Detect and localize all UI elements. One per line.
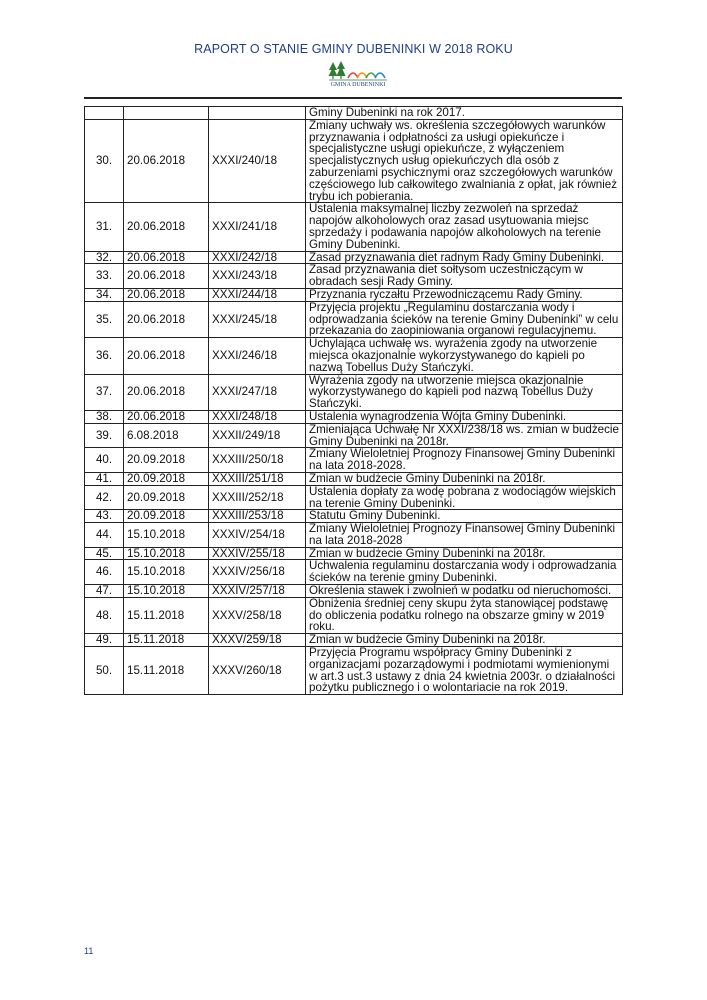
table-row <box>85 472 623 485</box>
cell-date: 15.10.2018 <box>124 560 209 585</box>
cell-desc: Ustalenia dopłaty za wodę pobrana z wodociągów wiejskich na terenie Gminy Dubeninki. <box>306 485 623 510</box>
cell-date: 20.06.2018 <box>124 374 209 410</box>
cell-desc: Zmian w budżecie Gminy Dubeninki na 2018r. <box>306 547 623 560</box>
logo-graphic-icon <box>327 60 389 84</box>
resolutions-table <box>84 106 623 695</box>
cell-date: 15.10.2018 <box>124 585 209 598</box>
cell-no: 34. <box>85 288 124 301</box>
table-row <box>85 448 623 473</box>
cell-no: 36. <box>85 338 124 374</box>
table-row <box>85 523 623 548</box>
cell-desc: Zmian w budżecie Gminy Dubeninki na 2018r. <box>306 472 623 485</box>
cell-no: 48. <box>85 597 124 633</box>
cell-number: XXXIII/250/18 <box>209 448 306 473</box>
header-divider <box>84 97 622 99</box>
cell-no: 31. <box>85 203 124 251</box>
cell-date: 20.06.2018 <box>124 264 209 289</box>
table-row-continuation <box>85 107 623 120</box>
cell-number: XXXIV/257/18 <box>209 585 306 598</box>
cell-number: XXXV/259/18 <box>209 634 306 647</box>
cell-date: 20.09.2018 <box>124 472 209 485</box>
cell-desc: Zmiany Wieloletniej Prognozy Finansowej Gminy Dubeninki na lata 2018-2028 <box>306 523 623 548</box>
cell-number: XXXIII/251/18 <box>209 472 306 485</box>
table-row <box>85 547 623 560</box>
cell-number: XXXI/247/18 <box>209 374 306 410</box>
cell-desc: Zmiany uchwały ws. określenia szczegółowych warunków przyznawania i odpłatności za usługi opiekuńcze i specjalistyczne usługi opiekuńcze, z wyłączeniem specjalistycznych usług opiekuńczych dla osób z zaburzeniami psychicznymi oraz szczegółowych warunków częściowego lub całkowitego zwalniania z opłat, jak również trybu ich pobierania. <box>306 119 623 203</box>
table-row <box>85 288 623 301</box>
table-row <box>85 634 623 647</box>
cell-no: 38. <box>85 410 124 423</box>
cell-desc: Przyjęcia projektu „Regulaminu dostarczania wody i odprowadzania ścieków na terenie Gminy Dubeninki” w celu przekazania do zaopiniowania organowi regulacyjnemu. <box>306 301 623 337</box>
cell-date: 20.09.2018 <box>124 510 209 523</box>
cell-date: 15.10.2018 <box>124 523 209 548</box>
cell-desc: Statutu Gminy Dubeninki. <box>306 510 623 523</box>
cell-date: 20.09.2018 <box>124 485 209 510</box>
gmina-logo <box>327 60 389 94</box>
cell-desc: Przyznania ryczałtu Przewodniczącemu Rady Gminy. <box>306 288 623 301</box>
cell-no: 37. <box>85 374 124 410</box>
table-row <box>85 338 623 374</box>
cell-no: 35. <box>85 301 124 337</box>
cell-no: 43. <box>85 510 124 523</box>
cell-date: 20.06.2018 <box>124 288 209 301</box>
table-row <box>85 560 623 585</box>
cell-no <box>85 107 124 120</box>
table-row <box>85 423 623 448</box>
cell-number: XXXI/245/18 <box>209 301 306 337</box>
cell-number: XXXIII/252/18 <box>209 485 306 510</box>
cell-no: 49. <box>85 634 124 647</box>
cell-no: 47. <box>85 585 124 598</box>
cell-no: 40. <box>85 448 124 473</box>
cell-desc: Zasad przyznawania diet radnym Rady Gminy Dubeninki. <box>306 251 623 264</box>
cell-no: 33. <box>85 264 124 289</box>
cell-no: 32. <box>85 251 124 264</box>
cell-number: XXXIV/255/18 <box>209 547 306 560</box>
cell-date: 20.06.2018 <box>124 119 209 203</box>
cell-no: 42. <box>85 485 124 510</box>
cell-date: 15.11.2018 <box>124 597 209 633</box>
cell-desc: Określenia stawek i zwolnień w podatku od nieruchomości. <box>306 585 623 598</box>
cell-number: XXXV/260/18 <box>209 647 306 695</box>
table-row <box>85 374 623 410</box>
table-row <box>85 119 623 203</box>
cell-number: XXXII/249/18 <box>209 423 306 448</box>
table-row <box>85 510 623 523</box>
cell-date: 15.11.2018 <box>124 634 209 647</box>
table-row <box>85 485 623 510</box>
cell-date: 15.10.2018 <box>124 547 209 560</box>
cell-desc: Wyrażenia zgody na utworzenie miejsca okazjonalnie wykorzystywanego do kąpieli pod nazwą Tobellus Duży Stańczyki. <box>306 374 623 410</box>
table-row <box>85 597 623 633</box>
cell-number: XXXV/258/18 <box>209 597 306 633</box>
cell-desc: Zmian w budżecie Gminy Dubeninki na 2018r. <box>306 634 623 647</box>
table-row <box>85 410 623 423</box>
cell-desc: Obniżenia średniej ceny skupu żyta stanowiącej podstawę do obliczenia podatku rolnego na obszarze gminy w 2019 roku. <box>306 597 623 633</box>
table-row <box>85 301 623 337</box>
cell-date: 20.06.2018 <box>124 338 209 374</box>
cell-number: XXXI/246/18 <box>209 338 306 374</box>
cell-date: 20.06.2018 <box>124 301 209 337</box>
cell-number: XXXI/243/18 <box>209 264 306 289</box>
cell-desc: Zmiany Wieloletniej Prognozy Finansowej Gminy Dubeninki na lata 2018-2028. <box>306 448 623 473</box>
cell-no: 39. <box>85 423 124 448</box>
cell-desc: Gminy Dubeninki na rok 2017. <box>306 107 623 120</box>
cell-date: 15.11.2018 <box>124 647 209 695</box>
cell-date: 20.09.2018 <box>124 448 209 473</box>
cell-no: 45. <box>85 547 124 560</box>
cell-date: 20.06.2018 <box>124 410 209 423</box>
cell-number: XXXI/242/18 <box>209 251 306 264</box>
cell-desc: Ustalenia maksymalnej liczby zezwoleń na sprzedaż napojów alkoholowych oraz zasad usytuowania miejsc sprzedaży i podawania napojów alkoholowych na terenie Gminy Dubeninki. <box>306 203 623 251</box>
cell-number <box>209 107 306 120</box>
cell-desc: Ustalenia wynagrodzenia Wójta Gminy Dubeninki. <box>306 410 623 423</box>
cell-number: XXXI/240/18 <box>209 119 306 203</box>
page-number: 11 <box>84 946 94 956</box>
cell-date: 20.06.2018 <box>124 251 209 264</box>
cell-number: XXXI/244/18 <box>209 288 306 301</box>
cell-desc: Zmieniająca Uchwałę Nr XXXI/238/18 ws. zmian w budżecie Gminy Dubeninki na 2018r. <box>306 423 623 448</box>
cell-no: 44. <box>85 523 124 548</box>
cell-desc: Uchylająca uchwałę ws. wyrażenia zgody na utworzenie miejsca okazjonalnie wykorzystywanego do kąpieli po nazwą Tobellus Duży Stańczyki. <box>306 338 623 374</box>
table-row <box>85 585 623 598</box>
table-row <box>85 647 623 695</box>
table-row <box>85 251 623 264</box>
cell-no: 41. <box>85 472 124 485</box>
cell-desc: Zasad przyznawania diet sołtysom uczestniczącym w obradach sesji Rady Gminy. <box>306 264 623 289</box>
cell-desc: Przyjęcia Programu współpracy Gminy Dubeninki z organizacjami pozarządowymi i podmiotami wymienionymi w art.3 ust.3 ustawy z dnia 24 kwietnia 2003r. o działalności pożytku publicznego i o wolontariacie na rok 2019. <box>306 647 623 695</box>
cell-no: 46. <box>85 560 124 585</box>
cell-number: XXXI/248/18 <box>209 410 306 423</box>
cell-number: XXXIII/253/18 <box>209 510 306 523</box>
cell-desc: Uchwalenia regulaminu dostarczania wody i odprowadzania ścieków na terenie gminy Dubeninki. <box>306 560 623 585</box>
cell-no: 50. <box>85 647 124 695</box>
table-row <box>85 203 623 251</box>
logo-caption: GMINA DUBENINKI <box>330 82 386 88</box>
cell-number: XXXIV/254/18 <box>209 523 306 548</box>
cell-no: 30. <box>85 119 124 203</box>
cell-date: 20.06.2018 <box>124 203 209 251</box>
cell-date <box>124 107 209 120</box>
report-title: RAPORT O STANIE GMINY DUBENINKI W 2018 ROKU <box>194 42 513 56</box>
cell-number: XXXIV/256/18 <box>209 560 306 585</box>
resolutions-table-body <box>85 107 623 695</box>
table-row <box>85 264 623 289</box>
cell-date: 6.08.2018 <box>124 423 209 448</box>
cell-number: XXXI/241/18 <box>209 203 306 251</box>
